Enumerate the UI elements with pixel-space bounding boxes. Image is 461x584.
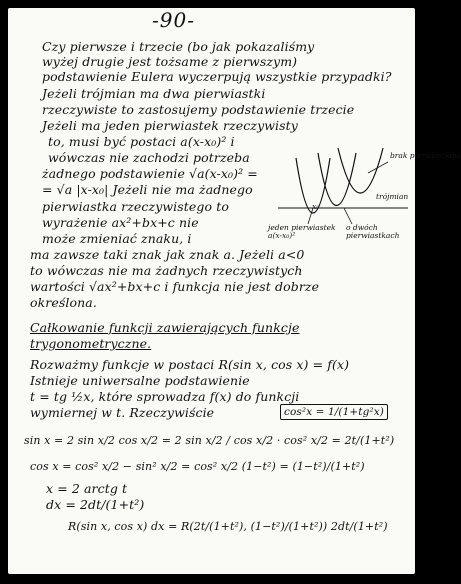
text-line-17: określona. (30, 295, 97, 310)
parabola-no-roots (338, 148, 383, 193)
text-line-8: wówczas nie zachodzi potrzeba (48, 150, 250, 165)
text-line-12: wyrażenie ax²+bx+c nie (42, 215, 199, 230)
text-line-1: Czy pierwsze i trzecie (bo jak pokazaliśmy (42, 39, 315, 54)
pointer-two-roots (344, 208, 352, 224)
section-heading-1: Całkowanie funkcji zawierających funkcje (30, 320, 300, 335)
label-no-roots: brak pierwiastków (390, 151, 461, 160)
formula-result: R(sin x, cos x) dx = R(2t/(1+t²), (1−t²)/(1+t²)) 2dt/(1+t²) (68, 520, 388, 533)
parabola-two-roots (318, 153, 356, 206)
section-heading-2: trygonometryczne. (30, 336, 152, 351)
text-line-5: rzeczywiste to zastosujemy podstawienie trzecie (42, 102, 355, 117)
label-x0: x₀ (312, 202, 320, 211)
formula-sin: sin x = 2 sin x/2 cos x/2 = 2 sin x/2 / cos x/2 · cos² x/2 = 2t/(1+t²) (24, 434, 395, 447)
text-line-23: wymiernej w t. Rzeczywiście (30, 405, 215, 420)
parabola-sketch (268, 138, 461, 253)
formula-cos: cos x = cos² x/2 − sin² x/2 = cos² x/2 (1−t²) = (1−t²)/(1+t²) (30, 460, 365, 473)
text-line-14: ma zawsze taki znak jak znak a. Jeżeli a<0 (30, 247, 305, 262)
label-trinomial: trójmian (376, 192, 409, 201)
text-line-13: może zmieniać znaku, i (42, 231, 192, 246)
text-line-20: Rozważmy funkcje w postaci R(sin x, cos x) = f(x) (30, 357, 350, 372)
text-line-2: wyżej drugie jest tożsame z pierwszym) (42, 54, 298, 69)
text-line-15: to wówczas nie ma żadnych rzeczywistych (30, 263, 303, 278)
text-line-21: Istnieje uniwersalne podstawienie (30, 373, 250, 388)
text-line-7: to, musi być postaci a(x-x₀)² i (48, 134, 235, 149)
notebook-page (8, 8, 461, 574)
text-line-11: pierwiastka rzeczywistego to (42, 199, 229, 214)
text-line-3: podstawienie Eulera wyczerpują wszystkie przypadki? (42, 69, 392, 84)
text-line-22: t = tg ½x, które sprowadza f(x) do funkcji (30, 389, 300, 404)
text-line-10: = √a |x-x₀| Jeżeli nie ma żadnego (42, 182, 253, 197)
boxed-identity: cos²x = 1/(1+tg²x) (280, 404, 388, 420)
text-line-16: wartości √ax²+bx+c i funkcja nie jest dobrze (30, 279, 320, 294)
formula-dx: dx = 2dt/(1+t²) (46, 497, 145, 512)
text-line-6: Jeżeli ma jeden pierwiastek rzeczywisty (42, 118, 298, 133)
formula-x: x = 2 arctg t (46, 481, 128, 496)
label-two-roots: o dwóch pierwiastkach (346, 223, 400, 240)
text-line-4: Jeżeli trójmian ma dwa pierwiastki (42, 86, 266, 101)
text-line-9: żadnego podstawienie √a(x-x₀)² = (42, 166, 258, 181)
page-number: -90- (152, 8, 195, 32)
label-one-root: jeden pierwiastek a(x-x₀)² (268, 223, 336, 240)
